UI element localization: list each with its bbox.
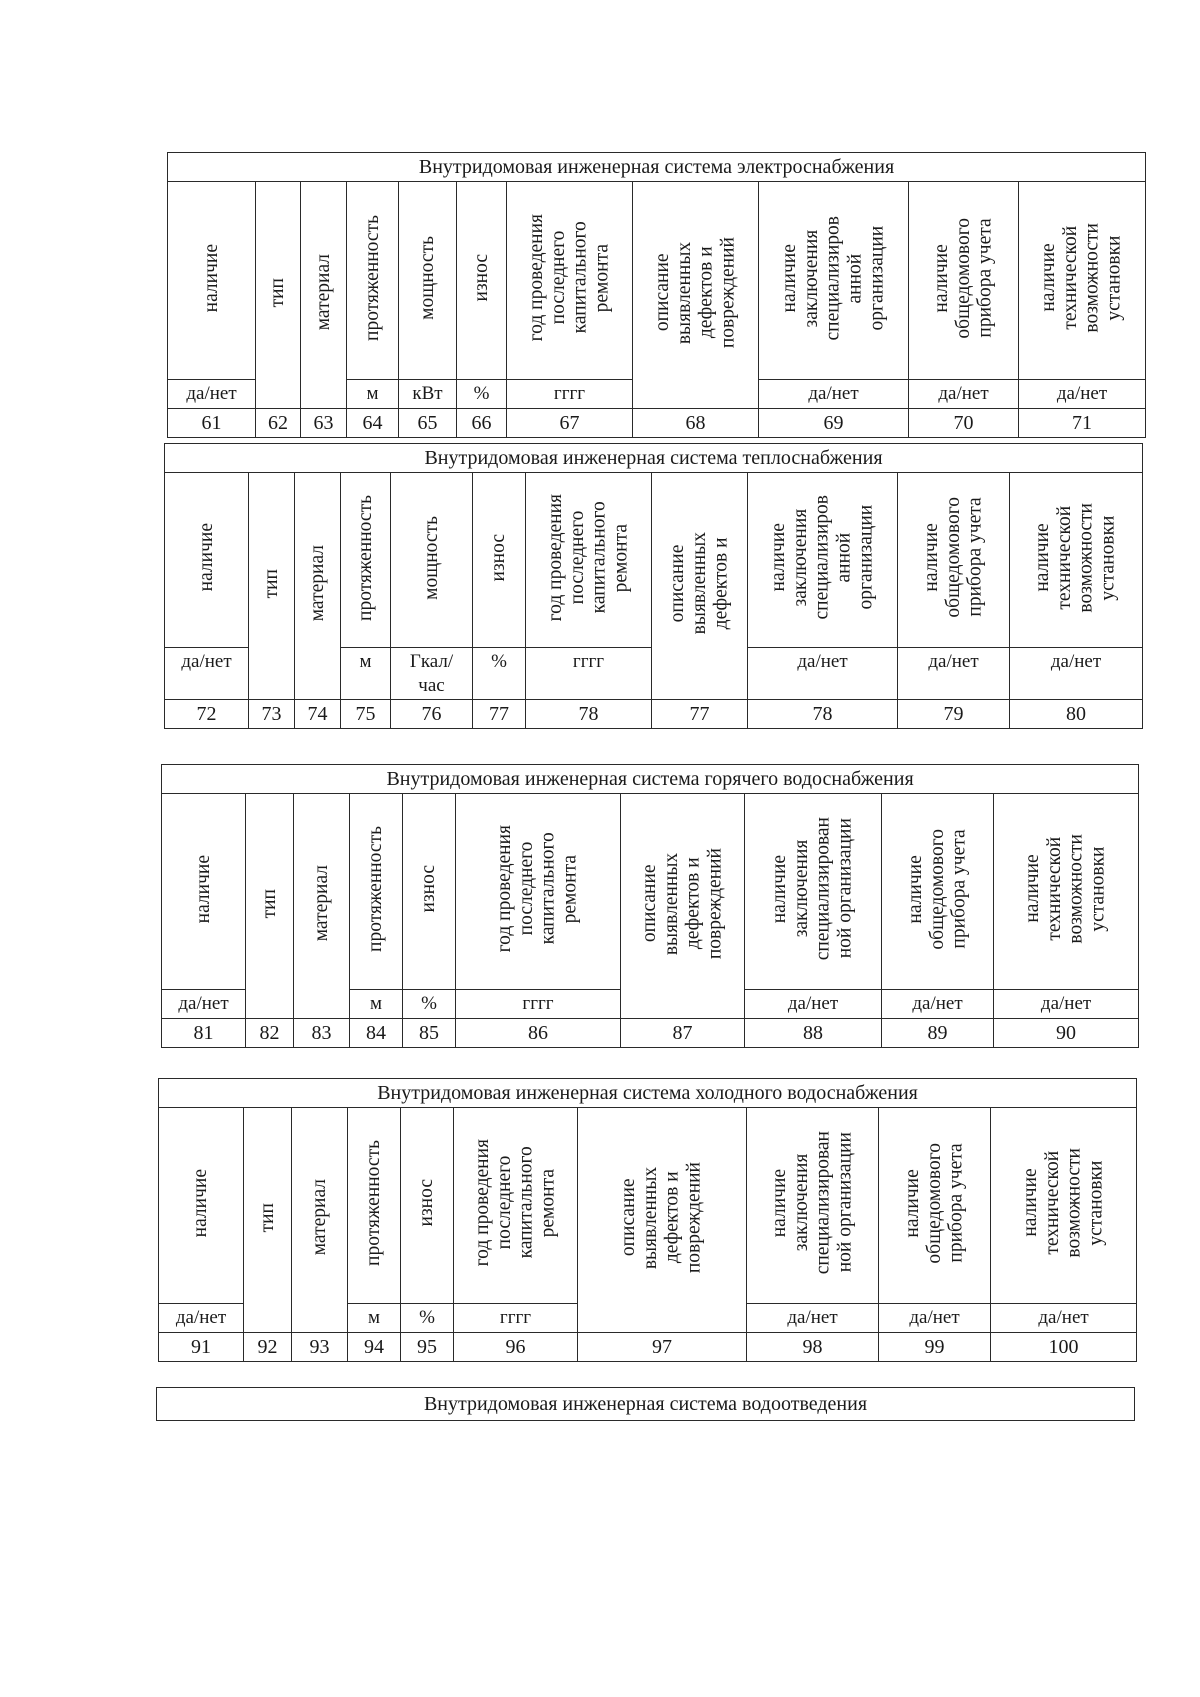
header-cell: наличие заключения специализирован ной организации xyxy=(745,794,882,990)
header-cell: материал xyxy=(294,794,350,1019)
header-cell: материал xyxy=(292,1108,348,1333)
header-cell: износ xyxy=(457,182,507,380)
number-cell: 90 xyxy=(994,1019,1139,1048)
unit-cell: да/нет xyxy=(165,648,249,700)
header-cell: материал xyxy=(295,473,341,700)
header-cell: описание выявленных дефектов и повреждений xyxy=(621,794,745,1019)
number-cell: 95 xyxy=(401,1333,454,1362)
number-cell: 80 xyxy=(1010,700,1143,729)
number-cell: 72 xyxy=(165,700,249,729)
number-cell: 84 xyxy=(350,1019,403,1048)
header-cell: описание выявленных дефектов и повреждений xyxy=(633,182,759,409)
number-cell: 87 xyxy=(621,1019,745,1048)
number-cell: 65 xyxy=(399,409,457,438)
table-title: Внутридомовая инженерная система теплоснабжения xyxy=(165,444,1143,473)
number-cell: 64 xyxy=(347,409,399,438)
table-electricity xyxy=(167,152,1146,438)
number-cell: 69 xyxy=(759,409,909,438)
header-cell: тип xyxy=(256,182,301,409)
unit-cell: м xyxy=(347,380,399,409)
number-cell: 100 xyxy=(991,1333,1137,1362)
unit-cell: да/нет xyxy=(882,990,994,1019)
number-cell: 92 xyxy=(244,1333,292,1362)
unit-cell: да/нет xyxy=(898,648,1010,700)
number-cell: 94 xyxy=(348,1333,401,1362)
number-cell: 99 xyxy=(879,1333,991,1362)
number-cell: 71 xyxy=(1019,409,1146,438)
header-cell: мощность xyxy=(391,473,473,648)
number-cell: 67 xyxy=(507,409,633,438)
number-cell: 75 xyxy=(341,700,391,729)
header-cell: год проведения последнего капитального ремонта xyxy=(507,182,633,380)
unit-cell: да/нет xyxy=(991,1304,1137,1333)
unit-cell: да/нет xyxy=(748,648,898,700)
table-title: Внутридомовая инженерная система холодного водоснабжения xyxy=(159,1079,1137,1108)
header-cell: тип xyxy=(249,473,295,700)
header-cell: протяженность xyxy=(348,1108,401,1304)
header-cell: протяженность xyxy=(341,473,391,648)
header-cell: износ xyxy=(473,473,526,648)
header-cell: износ xyxy=(403,794,456,990)
number-cell: 73 xyxy=(249,700,295,729)
table-cold-water xyxy=(158,1078,1137,1362)
number-cell: 68 xyxy=(633,409,759,438)
unit-cell: да/нет xyxy=(994,990,1139,1019)
header-cell: год проведения последнего капитального ремонта xyxy=(526,473,652,648)
unit-cell: да/нет xyxy=(909,380,1019,409)
number-cell: 76 xyxy=(391,700,473,729)
number-cell: 83 xyxy=(294,1019,350,1048)
header-cell: наличие заключения специализирован ной организации xyxy=(747,1108,879,1304)
header-cell: наличие xyxy=(168,182,256,380)
unit-cell: да/нет xyxy=(1019,380,1146,409)
unit-cell: % xyxy=(401,1304,454,1333)
header-cell: материал xyxy=(301,182,347,409)
header-cell: год проведения последнего капитального ремонта xyxy=(456,794,621,990)
number-cell: 97 xyxy=(578,1333,747,1362)
unit-cell: м xyxy=(348,1304,401,1333)
header-cell: протяженность xyxy=(350,794,403,990)
number-cell: 89 xyxy=(882,1019,994,1048)
number-cell: 61 xyxy=(168,409,256,438)
table-heating xyxy=(164,443,1143,729)
header-cell: наличие технической возможности установки xyxy=(1010,473,1143,648)
unit-cell: % xyxy=(403,990,456,1019)
number-cell: 88 xyxy=(745,1019,882,1048)
table-title: Внутридомовая инженерная система горячего водоснабжения xyxy=(162,765,1139,794)
header-cell: описание выявленных дефектов и повреждений xyxy=(578,1108,747,1333)
number-cell: 82 xyxy=(246,1019,294,1048)
header-cell: мощность xyxy=(399,182,457,380)
number-cell: 78 xyxy=(526,700,652,729)
unit-cell: да/нет xyxy=(879,1304,991,1333)
unit-cell: гггг xyxy=(456,990,621,1019)
table-hot-water xyxy=(161,764,1139,1048)
unit-cell: гггг xyxy=(526,648,652,700)
unit-cell: да/нет xyxy=(159,1304,244,1333)
header-cell: тип xyxy=(246,794,294,1019)
number-cell: 77 xyxy=(473,700,526,729)
number-cell: 91 xyxy=(159,1333,244,1362)
table-sewage-title: Внутридомовая инженерная система водоотведения xyxy=(156,1387,1135,1421)
number-cell: 77 xyxy=(652,700,748,729)
number-cell: 78 xyxy=(748,700,898,729)
header-cell: наличие xyxy=(159,1108,244,1304)
header-cell: износ xyxy=(401,1108,454,1304)
header-cell: наличие технической возможности установки xyxy=(994,794,1139,990)
number-cell: 79 xyxy=(898,700,1010,729)
header-cell: описание выявленных дефектов и xyxy=(652,473,748,700)
header-cell: наличие технической возможности установки xyxy=(1019,182,1146,380)
number-cell: 66 xyxy=(457,409,507,438)
unit-cell: да/нет xyxy=(1010,648,1143,700)
unit-cell: м xyxy=(350,990,403,1019)
number-cell: 70 xyxy=(909,409,1019,438)
number-cell: 62 xyxy=(256,409,301,438)
unit-cell: % xyxy=(457,380,507,409)
number-cell: 74 xyxy=(295,700,341,729)
header-cell: наличие общедомового прибора учета xyxy=(898,473,1010,648)
unit-cell: м xyxy=(341,648,391,700)
header-cell: наличие xyxy=(162,794,246,990)
unit-cell: да/нет xyxy=(745,990,882,1019)
number-cell: 86 xyxy=(456,1019,621,1048)
unit-cell: да/нет xyxy=(747,1304,879,1333)
header-cell: наличие xyxy=(165,473,249,648)
unit-cell: % xyxy=(473,648,526,700)
unit-cell: кВт xyxy=(399,380,457,409)
unit-cell: Гкал/ час xyxy=(391,648,473,700)
header-cell: наличие заключения специализиров анной организации xyxy=(759,182,909,380)
number-cell: 81 xyxy=(162,1019,246,1048)
unit-cell: да/нет xyxy=(168,380,256,409)
number-cell: 63 xyxy=(301,409,347,438)
unit-cell: да/нет xyxy=(759,380,909,409)
header-cell: наличие общедомового прибора учета xyxy=(882,794,994,990)
unit-cell: да/нет xyxy=(162,990,246,1019)
unit-cell: гггг xyxy=(507,380,633,409)
header-cell: тип xyxy=(244,1108,292,1333)
header-cell: наличие технической возможности установки xyxy=(991,1108,1137,1304)
unit-cell: гггг xyxy=(454,1304,578,1333)
number-cell: 93 xyxy=(292,1333,348,1362)
header-cell: наличие общедомового прибора учета xyxy=(909,182,1019,380)
table-title: Внутридомовая инженерная система электроснабжения xyxy=(168,153,1146,182)
number-cell: 96 xyxy=(454,1333,578,1362)
header-cell: протяженность xyxy=(347,182,399,380)
header-cell: год проведения последнего капитального ремонта xyxy=(454,1108,578,1304)
number-cell: 85 xyxy=(403,1019,456,1048)
number-cell: 98 xyxy=(747,1333,879,1362)
header-cell: наличие общедомового прибора учета xyxy=(879,1108,991,1304)
header-cell: наличие заключения специализиров анной организации xyxy=(748,473,898,648)
